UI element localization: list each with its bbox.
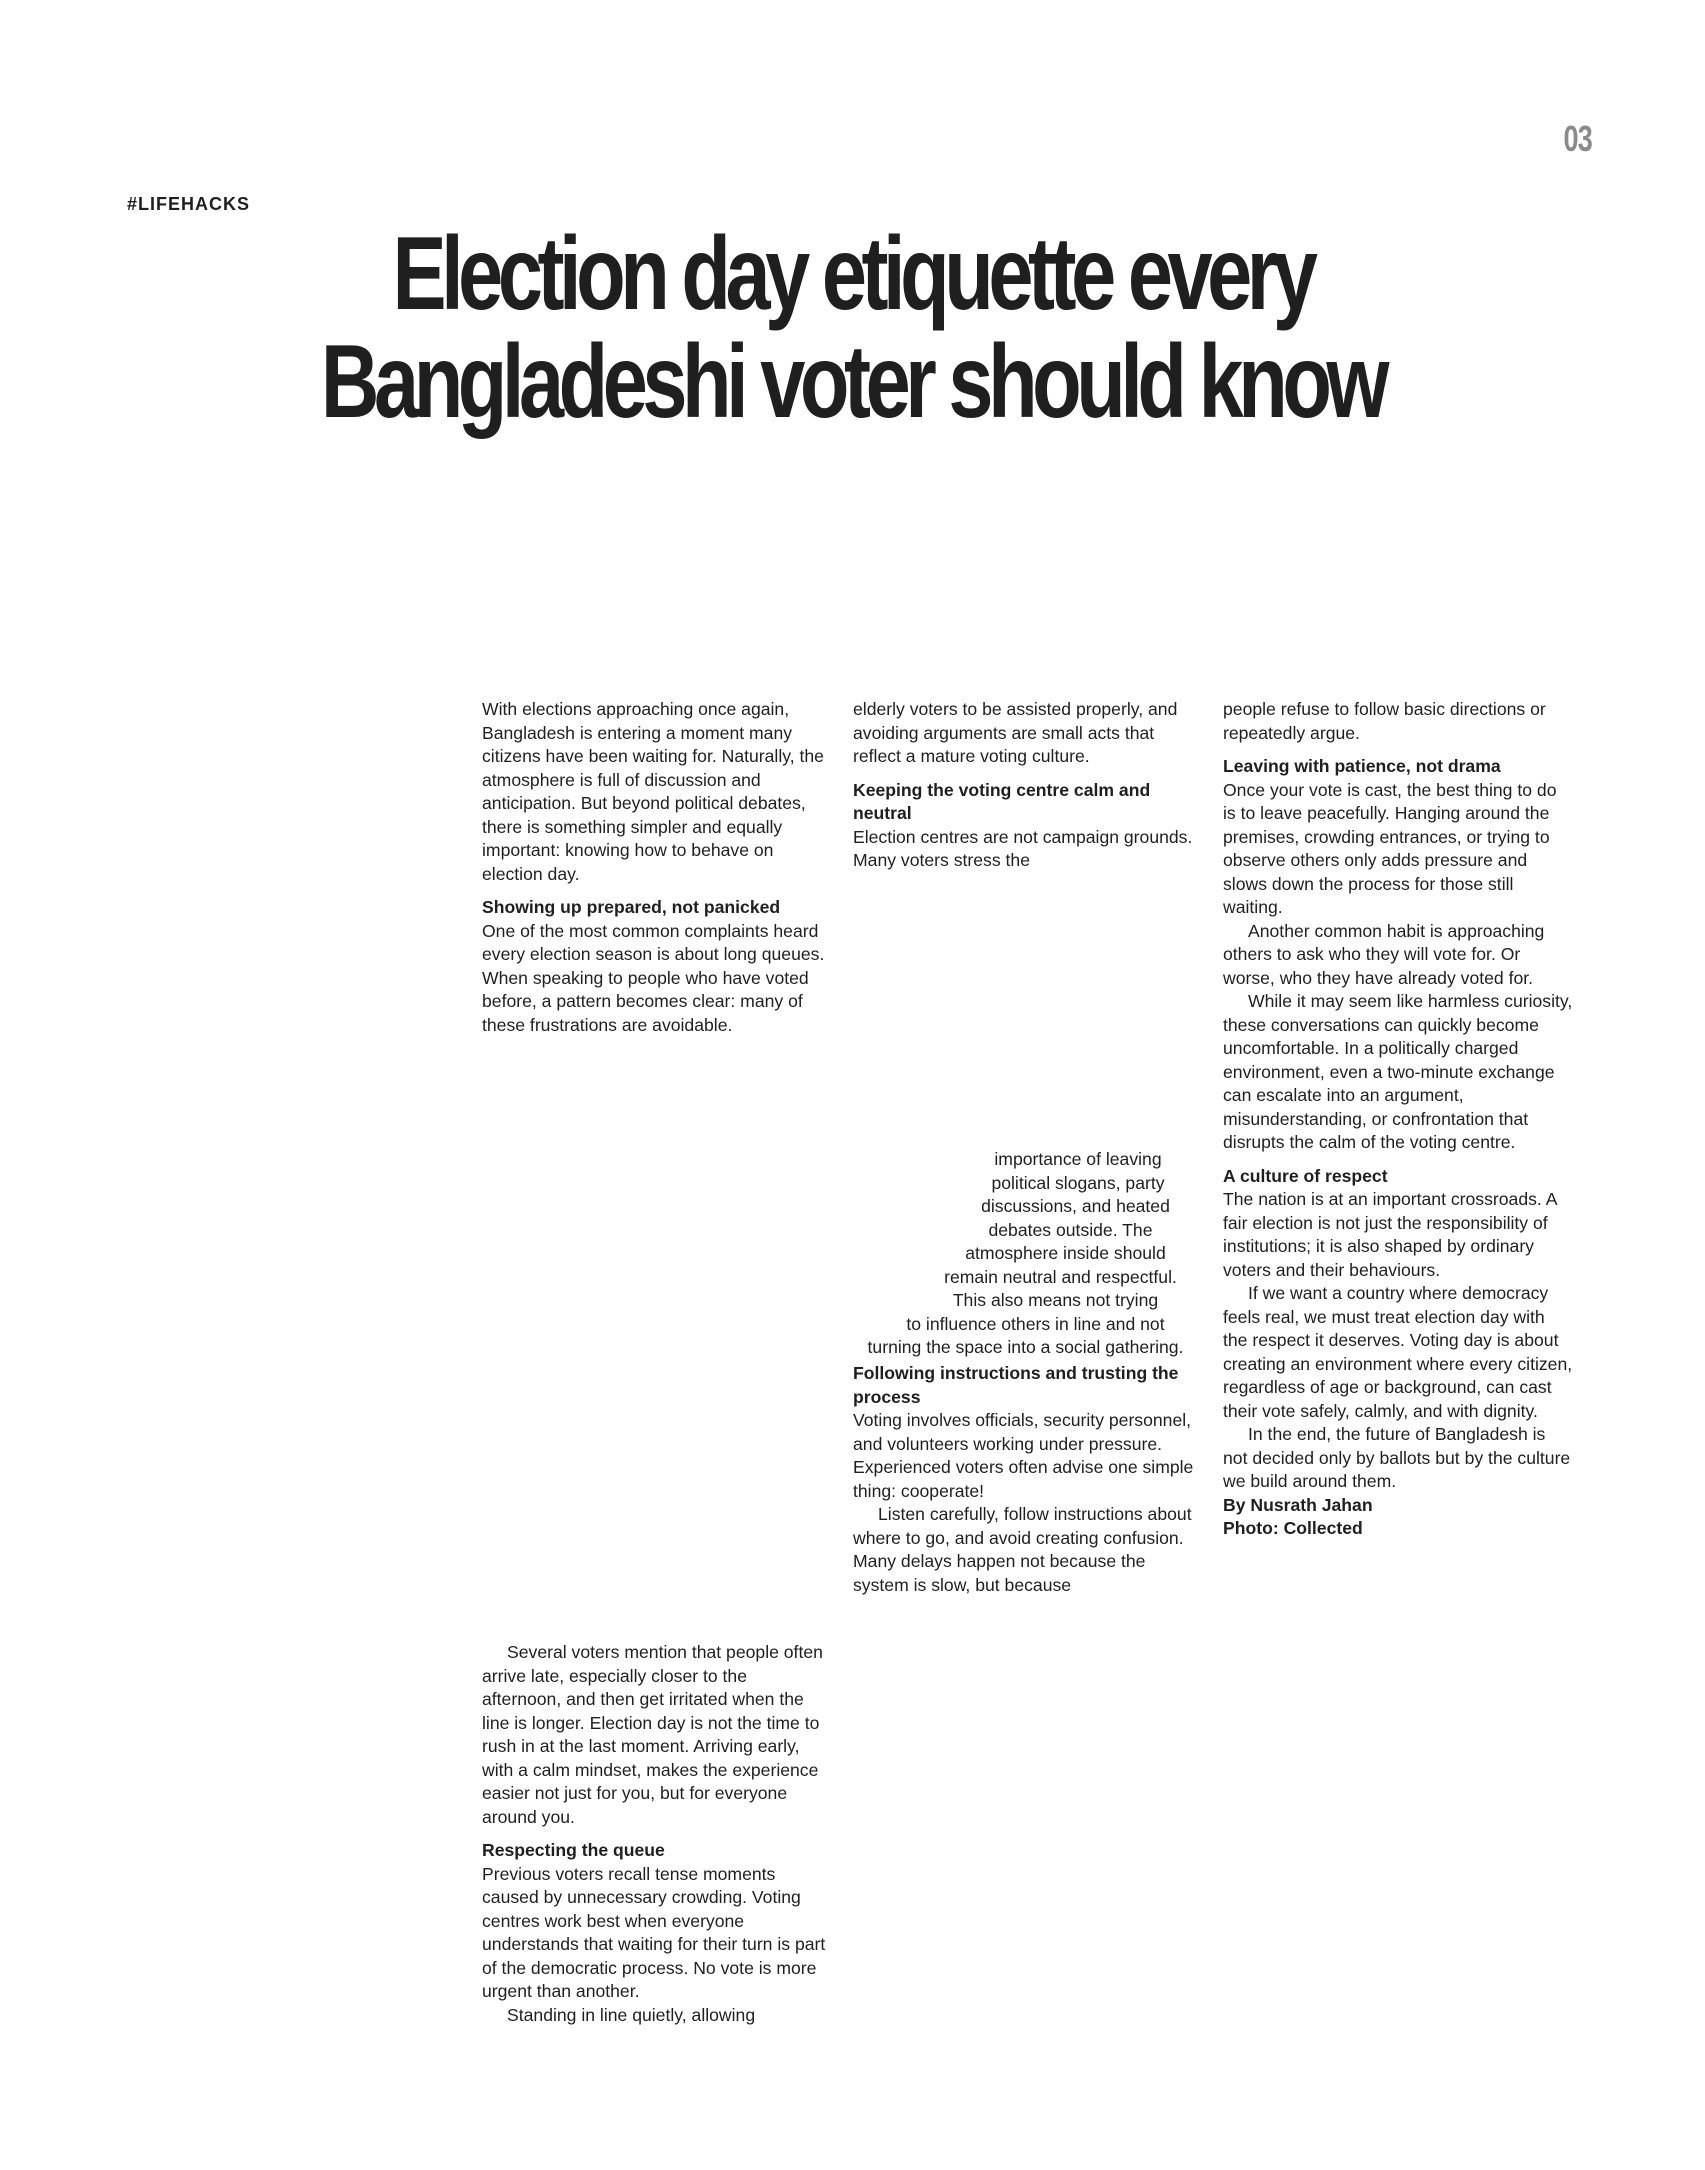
paragraph: elderly voters to be assisted properly, and avoiding arguments are small acts that reflect a mature voting culture. (853, 699, 1178, 766)
headline (0, 216, 1705, 440)
page-number: 03 (1563, 118, 1592, 159)
byline: By Nusrath Jahan (1223, 1494, 1373, 1515)
paragraph: The nation is at an important crossroads. A fair election is not just the responsibility of institutions; it is also shaped by ordinary voters and their behaviours. (1223, 1189, 1557, 1280)
headline-line-1: Election day etiquette every (392, 216, 1313, 332)
photo-credit: Photo: Collected (1223, 1518, 1363, 1538)
headline-line-2: Bangladeshi voter should know (320, 324, 1385, 440)
paragraph: Another common habit is approaching others to ask who they will vote for. Or worse, who they have already voted for. (1223, 920, 1545, 988)
column-2-bottom (853, 1362, 1198, 1597)
section-tag: #LIFEHACKS (127, 194, 251, 214)
subheading: Following instructions and trusting the process (853, 1363, 1179, 1407)
text-line: political slogans, party (991, 1172, 1165, 1193)
text-line: importance of leaving (994, 1149, 1162, 1169)
text-line: remain neutral and respectful. (944, 1266, 1177, 1287)
paragraph: While it may seem like harmless curiosity, these conversations can quickly become uncomfortable. In a politically charged environment, even a two-minute exchange can escalate into an argument, misunderstanding, or confrontation that disrupts the calm of the voting centre. (1223, 991, 1573, 1152)
text-line: discussions, and heated (981, 1196, 1170, 1216)
column-2-wrapped-text (853, 1148, 1198, 1360)
paragraph: One of the most common complaints heard every election season is about long queues. When speaking to people who have voted before, a pattern becomes clear: many of these frustrations are avoidable. (482, 920, 825, 1035)
text-line: to influence others in line and not (906, 1313, 1165, 1334)
text-line: debates outside. The (988, 1219, 1153, 1240)
paragraph: Standing in line quietly, allowing (507, 2004, 756, 2025)
paragraph: people refuse to follow basic directions or repeatedly argue. (1223, 699, 1546, 743)
column-1-bottom (482, 1641, 827, 2027)
paragraph: Election centres are not campaign grounds. Many voters stress the (853, 826, 1193, 870)
text-line: atmosphere inside should (965, 1243, 1166, 1263)
paragraph: If we want a country where democracy feels real, we must treat election day with the respect it deserves. Voting day is about creating an environment where every citizen, regardless of age or background, can cast their vote safely, calmly, and with dignity. (1223, 1283, 1573, 1421)
subheading: Respecting the queue (482, 1840, 665, 1860)
column-2-top (853, 698, 1198, 873)
paragraph: Voting involves officials, security personnel, and volunteers working under pressure. Experienced voters often advise one simple thing: cooperate! (853, 1410, 1194, 1501)
paragraph: In the end, the future of Bangladesh is not decided only by ballots but by the culture we build around them. (1223, 1424, 1571, 1491)
text-line: This also means not trying (952, 1290, 1159, 1310)
subheading: Showing up prepared, not panicked (482, 897, 781, 917)
column-1-top (482, 698, 827, 1037)
paragraph: Once your vote is cast, the best thing to do is to leave peacefully. Hanging around the premises, crowding entrances, or trying to observe others only adds pressure and slows down the process for those still waiting. (1223, 779, 1557, 917)
paragraph: Listen carefully, follow instructions about where to go, and avoid creating confusion. Many delays happen not because the system is slow, but because (853, 1504, 1192, 1595)
subheading: Leaving with patience, not drama (1223, 756, 1501, 776)
text-line: turning the space into a social gathering. (867, 1337, 1184, 1357)
paragraph: With elections approaching once again, Bangladesh is entering a moment many citizens have been waiting for. Naturally, the atmosphere is full of discussion and anticipation. But beyond political debates, there is something simpler and equally important: knowing how to behave on election day. (482, 699, 824, 884)
paragraph: Previous voters recall tense moments caused by unnecessary crowding. Voting centres work best when everyone understands that waiting for their turn is part of the democratic process. No vote is more urgent than another. (482, 1863, 826, 2001)
subheading: Keeping the voting centre calm and neutral (853, 779, 1151, 823)
paragraph: Several voters mention that people often arrive late, especially closer to the afternoon, and then get irritated when the line is longer. Election day is not the time to rush in at the last moment. Arriving early, with a calm mindset, makes the experience easier not just for you, but for everyone around you. (482, 1642, 823, 1827)
subheading: A culture of respect (1223, 1165, 1388, 1186)
column-3 (1223, 698, 1573, 1541)
